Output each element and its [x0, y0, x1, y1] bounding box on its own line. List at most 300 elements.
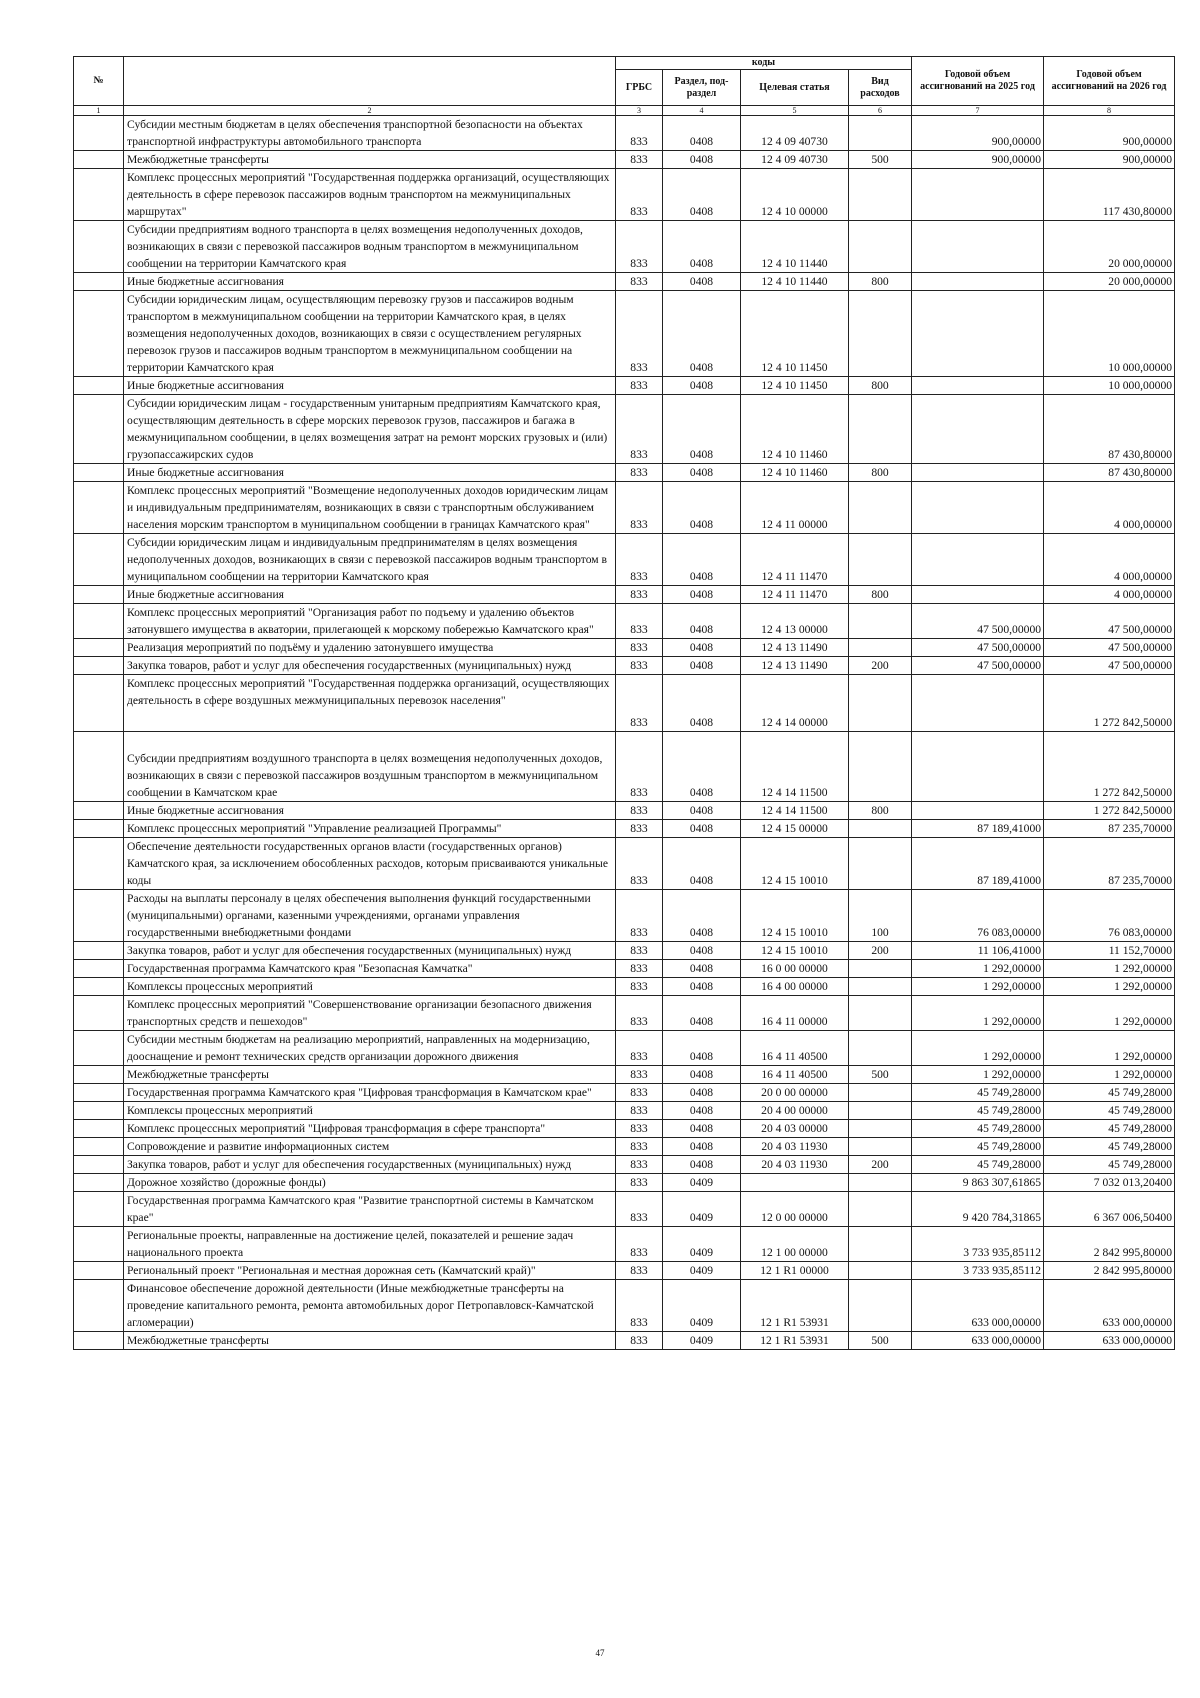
section-cell: 0408: [663, 221, 741, 273]
table-body: [74, 116, 1175, 1350]
amount-2025-cell: [912, 675, 1044, 732]
grbs-cell: 833: [616, 1280, 663, 1332]
target-article-cell: 12 4 13 11490: [741, 657, 849, 675]
amount-2026-cell: 4 000,00000: [1044, 482, 1175, 534]
table-row: [74, 1156, 1175, 1174]
item-name-cell: Сопровождение и развитие информационных систем: [124, 1138, 616, 1156]
column-number: 2: [124, 106, 616, 116]
amount-2026-cell: 45 749,28000: [1044, 1138, 1175, 1156]
table-row: [74, 1332, 1175, 1350]
item-name-cell: Субсидии предприятиям водного транспорта в целях возмещения недополученных доходов, возникающих в связи с перевозкой пассажиров водным транспортом в межмуниципальном сообщении на территории Камчатского края: [124, 221, 616, 273]
grbs-cell: 833: [616, 1031, 663, 1066]
header-target: Целевая статья: [741, 70, 849, 106]
row-number-cell: [74, 395, 124, 464]
target-article-cell: 12 4 14 00000: [741, 675, 849, 732]
target-article-cell: 12 4 10 11450: [741, 291, 849, 377]
table-row: [74, 639, 1175, 657]
row-number-cell: [74, 1084, 124, 1102]
table-row: [74, 942, 1175, 960]
amount-2025-cell: [912, 534, 1044, 586]
item-name-cell: Межбюджетные трансферты: [124, 1066, 616, 1084]
amount-2026-cell: 1 292,00000: [1044, 1031, 1175, 1066]
grbs-cell: 833: [616, 534, 663, 586]
target-article-cell: 12 4 14 11500: [741, 732, 849, 802]
item-name-cell: Субсидии юридическим лицам и индивидуальным предпринимателям в целях возмещения недополученных доходов, возникающих в связи с перевозкой пассажиров водным транспортом в муниципальном сообщении на территории Камчатского края: [124, 534, 616, 586]
section-cell: 0408: [663, 802, 741, 820]
item-name-cell: Субсидии местным бюджетам в целях обеспечения транспортной безопасности на объектах транспортной инфраструктуры автомобильного транспорта: [124, 116, 616, 151]
section-cell: 0408: [663, 169, 741, 221]
expense-kind-cell: 500: [849, 151, 912, 169]
target-article-cell: 12 4 15 00000: [741, 820, 849, 838]
section-cell: 0408: [663, 604, 741, 639]
row-number-cell: [74, 978, 124, 996]
table-row: [74, 534, 1175, 586]
header-codes: коды: [616, 57, 912, 70]
expense-kind-cell: [849, 996, 912, 1031]
amount-2025-cell: 1 292,00000: [912, 996, 1044, 1031]
target-article-cell: 12 4 10 11460: [741, 395, 849, 464]
expense-kind-cell: 500: [849, 1332, 912, 1350]
expense-kind-cell: [849, 1102, 912, 1120]
amount-2025-cell: 1 292,00000: [912, 960, 1044, 978]
amount-2025-cell: 45 749,28000: [912, 1084, 1044, 1102]
grbs-cell: 833: [616, 604, 663, 639]
item-name-cell: Государственная программа Камчатского края "Развитие транспортной системы в Камчатском крае": [124, 1192, 616, 1227]
section-cell: 0408: [663, 890, 741, 942]
item-name-cell: Иные бюджетные ассигнования: [124, 273, 616, 291]
item-name-cell: Закупка товаров, работ и услуг для обеспечения государственных (муниципальных) нужд: [124, 942, 616, 960]
table-row: [74, 978, 1175, 996]
amount-2025-cell: [912, 377, 1044, 395]
amount-2026-cell: 1 272 842,50000: [1044, 675, 1175, 732]
amount-2025-cell: 1 292,00000: [912, 978, 1044, 996]
table-row: [74, 169, 1175, 221]
amount-2025-cell: 1 292,00000: [912, 1066, 1044, 1084]
amount-2026-cell: 45 749,28000: [1044, 1120, 1175, 1138]
row-number-cell: [74, 1174, 124, 1192]
column-number: 3: [616, 106, 663, 116]
amount-2025-cell: 45 749,28000: [912, 1138, 1044, 1156]
row-number-cell: [74, 1192, 124, 1227]
row-number-cell: [74, 657, 124, 675]
table-row: [74, 273, 1175, 291]
amount-2025-cell: 45 749,28000: [912, 1102, 1044, 1120]
column-number: 6: [849, 106, 912, 116]
section-cell: 0408: [663, 838, 741, 890]
grbs-cell: 833: [616, 1066, 663, 1084]
amount-2026-cell: 45 749,28000: [1044, 1102, 1175, 1120]
header-name: [124, 57, 616, 106]
table-row: [74, 996, 1175, 1031]
expense-kind-cell: [849, 1031, 912, 1066]
target-article-cell: 16 0 00 00000: [741, 960, 849, 978]
grbs-cell: 833: [616, 464, 663, 482]
table-row: [74, 116, 1175, 151]
row-number-cell: [74, 996, 124, 1031]
table-row: [74, 464, 1175, 482]
amount-2025-cell: 76 083,00000: [912, 890, 1044, 942]
amount-2026-cell: 1 272 842,50000: [1044, 732, 1175, 802]
row-number-cell: [74, 1156, 124, 1174]
item-name-cell: Иные бюджетные ассигнования: [124, 377, 616, 395]
table-row: [74, 482, 1175, 534]
target-article-cell: 16 4 11 40500: [741, 1066, 849, 1084]
grbs-cell: 833: [616, 221, 663, 273]
item-name-cell: Закупка товаров, работ и услуг для обеспечения государственных (муниципальных) нужд: [124, 1156, 616, 1174]
amount-2026-cell: 87 430,80000: [1044, 395, 1175, 464]
header-section: Раздел, под-раздел: [663, 70, 741, 106]
header-year-2026: Годовой объем ассигнований на 2026 год: [1044, 57, 1175, 106]
amount-2026-cell: 633 000,00000: [1044, 1332, 1175, 1350]
row-number-cell: [74, 1280, 124, 1332]
grbs-cell: 833: [616, 996, 663, 1031]
expense-kind-cell: [849, 221, 912, 273]
table-row: [74, 1102, 1175, 1120]
item-name-cell: Комплекс процессных мероприятий "Организация работ по подъему и удалению объектов затонувшего имущества в акватории, прилегающей к морскому побережью Камчатского края": [124, 604, 616, 639]
target-article-cell: 20 4 00 00000: [741, 1102, 849, 1120]
target-article-cell: 12 4 13 00000: [741, 604, 849, 639]
expense-kind-cell: [849, 1120, 912, 1138]
target-article-cell: 12 1 R1 00000: [741, 1262, 849, 1280]
budget-sheet: [73, 56, 1174, 1350]
table-row: [74, 1031, 1175, 1066]
section-cell: 0409: [663, 1332, 741, 1350]
table-row: [74, 604, 1175, 639]
amount-2026-cell: 4 000,00000: [1044, 586, 1175, 604]
item-name-cell: Комплексы процессных мероприятий: [124, 1102, 616, 1120]
section-cell: 0408: [663, 291, 741, 377]
section-cell: 0409: [663, 1262, 741, 1280]
target-article-cell: 12 4 10 11440: [741, 221, 849, 273]
header-kind: Вид расходов: [849, 70, 912, 106]
section-cell: 0408: [663, 732, 741, 802]
target-article-cell: 12 4 11 00000: [741, 482, 849, 534]
amount-2026-cell: 117 430,80000: [1044, 169, 1175, 221]
section-cell: 0408: [663, 395, 741, 464]
expense-kind-cell: [849, 1084, 912, 1102]
item-name-cell: Субсидии юридическим лицам, осуществляющим перевозку грузов и пассажиров водным транспортом в межмуниципальном сообщении на территории Камчатского края, в целях возмещения недополученных доходов, возникающих в связи с осуществлением регулярных перевозок грузов и пассажиров водным транспортом в межмуниципальном сообщении на территории Камчатского края: [124, 291, 616, 377]
amount-2025-cell: 47 500,00000: [912, 604, 1044, 639]
row-number-cell: [74, 1031, 124, 1066]
amount-2025-cell: [912, 395, 1044, 464]
grbs-cell: 833: [616, 1084, 663, 1102]
header-year-2025: Годовой объем ассигнований на 2025 год: [912, 57, 1044, 106]
expense-kind-cell: 200: [849, 942, 912, 960]
header-grbs: ГРБС: [616, 70, 663, 106]
amount-2025-cell: 87 189,41000: [912, 838, 1044, 890]
section-cell: 0408: [663, 1066, 741, 1084]
grbs-cell: 833: [616, 1227, 663, 1262]
row-number-cell: [74, 169, 124, 221]
target-article-cell: 12 4 10 11460: [741, 464, 849, 482]
grbs-cell: 833: [616, 586, 663, 604]
target-article-cell: 12 4 10 11440: [741, 273, 849, 291]
row-number-cell: [74, 1102, 124, 1120]
item-name-cell: Закупка товаров, работ и услуг для обеспечения государственных (муниципальных) нужд: [124, 657, 616, 675]
row-number-cell: [74, 675, 124, 732]
table-row: [74, 838, 1175, 890]
expense-kind-cell: [849, 482, 912, 534]
table-row: [74, 1280, 1175, 1332]
amount-2025-cell: 3 733 935,85112: [912, 1262, 1044, 1280]
target-article-cell: 20 4 03 11930: [741, 1138, 849, 1156]
target-article-cell: [741, 1174, 849, 1192]
amount-2025-cell: 900,00000: [912, 116, 1044, 151]
row-number-cell: [74, 151, 124, 169]
table-row: [74, 802, 1175, 820]
expense-kind-cell: [849, 1262, 912, 1280]
row-number-cell: [74, 1120, 124, 1138]
item-name-cell: Иные бюджетные ассигнования: [124, 464, 616, 482]
item-name-cell: Комплекс процессных мероприятий "Государственная поддержка организаций, осуществляющих деятельность в сфере воздушных межмуниципальных перевозок населения": [124, 675, 616, 732]
amount-2025-cell: [912, 169, 1044, 221]
section-cell: 0408: [663, 942, 741, 960]
target-article-cell: 12 4 15 10010: [741, 890, 849, 942]
item-name-cell: Комплекс процессных мероприятий "Цифровая трансформация в сфере транспорта": [124, 1120, 616, 1138]
table-row: [74, 1138, 1175, 1156]
section-cell: 0408: [663, 377, 741, 395]
row-number-cell: [74, 377, 124, 395]
grbs-cell: 833: [616, 151, 663, 169]
expense-kind-cell: 800: [849, 464, 912, 482]
grbs-cell: 833: [616, 116, 663, 151]
section-cell: 0408: [663, 1102, 741, 1120]
target-article-cell: 12 4 11 11470: [741, 586, 849, 604]
amount-2026-cell: 900,00000: [1044, 151, 1175, 169]
expense-kind-cell: [849, 604, 912, 639]
grbs-cell: 833: [616, 291, 663, 377]
expense-kind-cell: [849, 820, 912, 838]
target-article-cell: 12 4 11 11470: [741, 534, 849, 586]
row-number-cell: [74, 942, 124, 960]
row-number-cell: [74, 291, 124, 377]
section-cell: 0408: [663, 534, 741, 586]
amount-2025-cell: [912, 273, 1044, 291]
section-cell: 0408: [663, 820, 741, 838]
amount-2025-cell: [912, 732, 1044, 802]
section-cell: 0408: [663, 116, 741, 151]
amount-2026-cell: 4 000,00000: [1044, 534, 1175, 586]
expense-kind-cell: [849, 639, 912, 657]
item-name-cell: Дорожное хозяйство (дорожные фонды): [124, 1174, 616, 1192]
row-number-cell: [74, 482, 124, 534]
table-row: [74, 657, 1175, 675]
section-cell: 0408: [663, 1120, 741, 1138]
grbs-cell: 833: [616, 657, 663, 675]
item-name-cell: Региональные проекты, направленные на достижение целей, показателей и решение задач национального проекта: [124, 1227, 616, 1262]
expense-kind-cell: [849, 395, 912, 464]
table-row: [74, 291, 1175, 377]
table-row: [74, 890, 1175, 942]
section-cell: 0408: [663, 464, 741, 482]
item-name-cell: Межбюджетные трансферты: [124, 1332, 616, 1350]
amount-2026-cell: 1 292,00000: [1044, 960, 1175, 978]
amount-2026-cell: 1 272 842,50000: [1044, 802, 1175, 820]
target-article-cell: 12 4 09 40730: [741, 151, 849, 169]
expense-kind-cell: [849, 534, 912, 586]
amount-2025-cell: [912, 464, 1044, 482]
amount-2025-cell: [912, 221, 1044, 273]
item-name-cell: Межбюджетные трансферты: [124, 151, 616, 169]
target-article-cell: 16 4 11 40500: [741, 1031, 849, 1066]
amount-2026-cell: 11 152,70000: [1044, 942, 1175, 960]
amount-2026-cell: 2 842 995,80000: [1044, 1262, 1175, 1280]
row-number-cell: [74, 820, 124, 838]
amount-2026-cell: 87 430,80000: [1044, 464, 1175, 482]
item-name-cell: Государственная программа Камчатского края "Цифровая трансформация в Камчатском крае": [124, 1084, 616, 1102]
table-row: [74, 377, 1175, 395]
item-name-cell: Иные бюджетные ассигнования: [124, 802, 616, 820]
row-number-cell: [74, 534, 124, 586]
table-row: [74, 1192, 1175, 1227]
table-row: [74, 1262, 1175, 1280]
target-article-cell: 12 4 15 10010: [741, 942, 849, 960]
expense-kind-cell: 500: [849, 1066, 912, 1084]
item-name-cell: Комплекс процессных мероприятий "Совершенствование организации безопасного движения транспортных средств и пешеходов": [124, 996, 616, 1031]
grbs-cell: 833: [616, 1174, 663, 1192]
target-article-cell: 12 4 10 00000: [741, 169, 849, 221]
row-number-cell: [74, 1066, 124, 1084]
expense-kind-cell: [849, 291, 912, 377]
table-row: [74, 586, 1175, 604]
table-row: [74, 1227, 1175, 1262]
section-cell: 0408: [663, 675, 741, 732]
amount-2026-cell: 900,00000: [1044, 116, 1175, 151]
table-row: [74, 1174, 1175, 1192]
table-row: [74, 395, 1175, 464]
item-name-cell: Региональный проект "Региональная и местная дорожная сеть (Камчатский край)": [124, 1262, 616, 1280]
target-article-cell: 12 4 13 11490: [741, 639, 849, 657]
table-row: [74, 1120, 1175, 1138]
amount-2025-cell: 45 749,28000: [912, 1120, 1044, 1138]
target-article-cell: 12 1 R1 53931: [741, 1332, 849, 1350]
amount-2026-cell: 76 083,00000: [1044, 890, 1175, 942]
amount-2025-cell: 45 749,28000: [912, 1156, 1044, 1174]
amount-2025-cell: 1 292,00000: [912, 1031, 1044, 1066]
target-article-cell: 12 4 09 40730: [741, 116, 849, 151]
expense-kind-cell: [849, 838, 912, 890]
table-row: [74, 820, 1175, 838]
grbs-cell: 833: [616, 482, 663, 534]
amount-2025-cell: 3 733 935,85112: [912, 1227, 1044, 1262]
amount-2025-cell: 633 000,00000: [912, 1332, 1044, 1350]
section-cell: 0408: [663, 978, 741, 996]
grbs-cell: 833: [616, 377, 663, 395]
expense-kind-cell: [849, 960, 912, 978]
amount-2026-cell: 20 000,00000: [1044, 221, 1175, 273]
expense-kind-cell: [849, 978, 912, 996]
row-number-cell: [74, 1262, 124, 1280]
amount-2025-cell: 9 863 307,61865: [912, 1174, 1044, 1192]
row-number-cell: [74, 116, 124, 151]
section-cell: 0408: [663, 482, 741, 534]
expense-kind-cell: [849, 1227, 912, 1262]
expense-kind-cell: [849, 675, 912, 732]
target-article-cell: 20 4 03 00000: [741, 1120, 849, 1138]
target-article-cell: 12 4 15 10010: [741, 838, 849, 890]
amount-2026-cell: 87 235,70000: [1044, 820, 1175, 838]
row-number-cell: [74, 960, 124, 978]
amount-2026-cell: 10 000,00000: [1044, 291, 1175, 377]
grbs-cell: 833: [616, 802, 663, 820]
amount-2026-cell: 47 500,00000: [1044, 604, 1175, 639]
row-number-cell: [74, 732, 124, 802]
section-cell: 0408: [663, 1031, 741, 1066]
amount-2025-cell: [912, 291, 1044, 377]
target-article-cell: 12 4 14 11500: [741, 802, 849, 820]
grbs-cell: 833: [616, 675, 663, 732]
table-row: [74, 675, 1175, 732]
amount-2026-cell: 45 749,28000: [1044, 1084, 1175, 1102]
target-article-cell: 16 4 00 00000: [741, 978, 849, 996]
amount-2025-cell: 47 500,00000: [912, 657, 1044, 675]
amount-2026-cell: 6 367 006,50400: [1044, 1192, 1175, 1227]
grbs-cell: 833: [616, 820, 663, 838]
grbs-cell: 833: [616, 732, 663, 802]
item-name-cell: Финансовое обеспечение дорожной деятельности (Иные межбюджетные трансферты на проведение капитального ремонта, ремонта автомобильных дорог Петропавловск-Камчатской агломерации): [124, 1280, 616, 1332]
expense-kind-cell: 200: [849, 1156, 912, 1174]
grbs-cell: 833: [616, 1138, 663, 1156]
item-name-cell: Комплексы процессных мероприятий: [124, 978, 616, 996]
amount-2026-cell: 47 500,00000: [1044, 639, 1175, 657]
target-article-cell: 12 0 00 00000: [741, 1192, 849, 1227]
amount-2025-cell: 900,00000: [912, 151, 1044, 169]
grbs-cell: 833: [616, 395, 663, 464]
grbs-cell: 833: [616, 1120, 663, 1138]
amount-2025-cell: [912, 586, 1044, 604]
expense-kind-cell: [849, 1174, 912, 1192]
grbs-cell: 833: [616, 1332, 663, 1350]
expense-kind-cell: 100: [849, 890, 912, 942]
column-number: 5: [741, 106, 849, 116]
item-name-cell: Субсидии юридическим лицам - государственным унитарным предприятиям Камчатского края, осуществляющим деятельность в сфере морских перевозок грузов, пассажиров и багажа в межмуниципальном сообщении, в целях возмещения затрат на ремонт морских грузовых и (или) грузопассажирских судов: [124, 395, 616, 464]
grbs-cell: 833: [616, 978, 663, 996]
section-cell: 0408: [663, 586, 741, 604]
target-article-cell: 12 1 00 00000: [741, 1227, 849, 1262]
expense-kind-cell: 800: [849, 273, 912, 291]
expense-kind-cell: [849, 169, 912, 221]
table-row: [74, 151, 1175, 169]
row-number-cell: [74, 1138, 124, 1156]
expense-kind-cell: 800: [849, 586, 912, 604]
amount-2026-cell: 7 032 013,20400: [1044, 1174, 1175, 1192]
row-number-cell: [74, 604, 124, 639]
table-row: [74, 1066, 1175, 1084]
grbs-cell: 833: [616, 890, 663, 942]
amount-2025-cell: 11 106,41000: [912, 942, 1044, 960]
column-number: 4: [663, 106, 741, 116]
table-row: [74, 960, 1175, 978]
section-cell: 0408: [663, 639, 741, 657]
grbs-cell: 833: [616, 169, 663, 221]
column-number: 8: [1044, 106, 1175, 116]
amount-2026-cell: 87 235,70000: [1044, 838, 1175, 890]
section-cell: 0409: [663, 1192, 741, 1227]
item-name-cell: Иные бюджетные ассигнования: [124, 586, 616, 604]
grbs-cell: 833: [616, 942, 663, 960]
expense-kind-cell: [849, 732, 912, 802]
row-number-cell: [74, 838, 124, 890]
row-number-cell: [74, 273, 124, 291]
grbs-cell: 833: [616, 273, 663, 291]
row-number-cell: [74, 464, 124, 482]
item-name-cell: Субсидии предприятиям воздушного транспорта в целях возмещения недополученных доходов, возникающих в связи с перевозкой пассажиров воздушным транспортом в межмуниципальном сообщении в Камчатском крае: [124, 732, 616, 802]
amount-2025-cell: 633 000,00000: [912, 1280, 1044, 1332]
grbs-cell: 833: [616, 1156, 663, 1174]
item-name-cell: Комплекс процессных мероприятий "Государственная поддержка организаций, осуществляющих деятельность в сфере перевозок пассажиров водным транспортом на межмуниципальных маршрутах": [124, 169, 616, 221]
amount-2025-cell: 87 189,41000: [912, 820, 1044, 838]
item-name-cell: Обеспечение деятельности государственных органов власти (государственных органов) Камчатского края, за исключением обособленных расходов, которым присваиваются уникальные коды: [124, 838, 616, 890]
